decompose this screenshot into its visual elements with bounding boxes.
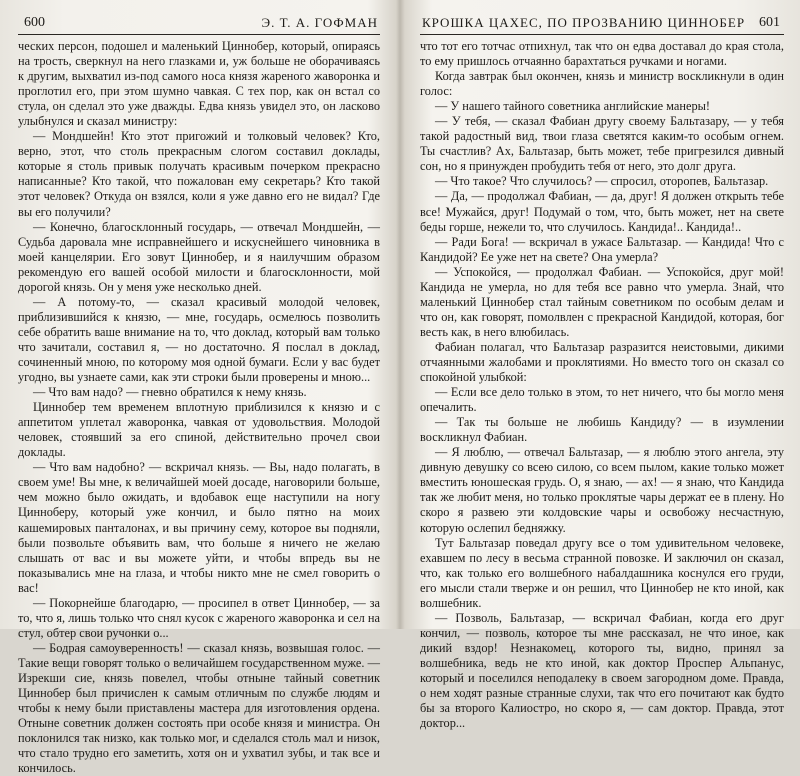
paragraph: — Ради Бога! — вскричал в ужасе Бальтазар. — Кандида! Что с Кандидой? Ее уже нет на свете? Она умерла? [420,234,784,264]
paragraph: — Мондшейн! Кто этот пригожий и толковый человек? Кто, верно, этот, что столь прекрасным слогом составил доклады, которые я столь привык получать красивым почерком прекрасно написанные? Кто такой, что пожалован ему секретарь? Кто такой этот человек? Откуда он взялся, коли я уже давно его не видал? Где вы его получили? [18,129,380,219]
paragraph: — А потому-то, — сказал красивый молодой человек, приблизившийся к князю, — мне, государь, осмелюсь позволить себе обратить ваше внимание на то, что доклад, который вам только что зачитали, составил я, — но достаточно. Я послал в доклад, сочиненный мною, по которому моя одной бумаги. Если у вас будет угодно, вы узнаете сами, как эти строки были проверены и мною... [18,294,380,385]
paragraph: Фабиан полагал, что Бальтазар разразится неистовыми, дикими отчаянными жалобами и проклятиями. Но вместо того он сказал со спокойной улыбкой: [420,339,784,385]
paragraph: — Что вам надо? — гневно обратился к нему князь. [33,385,307,400]
paragraph: Циннобер тем временем вплотную приблизился к князю и с аппетитом уплетал жаворонка, чавкая от удовольствия. Молодой человек, стоявший за его спиной, действительно прочел свои доклады. [18,400,380,460]
paragraph: — У нашего тайного советника английские манеры! [435,99,711,114]
right-running-head-title: КРОШКА ЦАХЕС, ПО ПРОЗВАНИЮ ЦИННОБЕР [422,15,746,30]
paragraph: Тут Бальтазар поведал другу все о том удивительном человеке, ехавшем по лесу в весьма странной повозке. И заключил он сказал, что, как только его волшебного набалдашника коснулся его груди, его мысли стали тверже и он решил, что Циннобер не кто иной, как волшебник. [420,535,784,610]
paragraph: — Что такое? Что случилось? — спросил, оторопев, Бальтазар. [435,174,769,189]
paragraph: Когда завтрак был окончен, князь и министр воскликнули в один голос: [420,69,784,99]
left-page [18,0,380,776]
paragraph: ческих персон, подошел и маленький Циннобер, который, опираясь на трость, сверкнул на него глазками и, уж больше не оборачиваясь к другим, выхватил из-под самого носа князя жареного жаворонка и проглотил его, при этом шумно чавкая. С тех пор, как он встал со стула, он сделал это уже дважды. Едва князь увидел это, он ласково улыбнулся и сказал министру: [18,39,380,129]
paragraph: — Так ты больше не любишь Кандиду? — в изумлении воскликнул Фабиан. [420,415,784,445]
left-page-text [18,39,380,776]
right-page [420,0,784,731]
paragraph: — Конечно, благосклонный государь, — отвечал Мондшейн, — Судьба даровала мне исправнейшего и искуснейшего чиновника в моей канцелярии. Его зовут Циннобер, и я наилучшим образом рекомендую его вашей особой милости и благосклонности, мой дорогой князь. Он у меня уже несколько дней. [18,219,380,294]
paragraph: — Покорнейше благодарю, — просипел в ответ Циннобер, — за то, что я, лишь только что снял кусок с жареного жаворонка и сел на стул, обтер свои ручонки о... [18,595,380,640]
paragraph: — Что вам надобно? — вскричал князь. — Вы, надо полагать, в своем уме! Вы мне, к величайшей моей досаде, наговорили больше, чем можно было ожидать, и вдобавок еще наступили на ногу Цинноберу, который уже кончил, и было пятно на моих кашемировых панталонах, и вы причину сему, которое вы подняли, были позвольте объявить вам, что больше я ничего не желаю слышать от вас и вы можете уйти, и чтобы впредь вы не показывались мне на глаза, и чтобы никто мне не смел говорить о вас! [18,460,380,595]
right-page-number: 601 [759,15,780,30]
paragraph: — У тебя, — сказал Фабиан другу своему Бальтазару, — у тебя такой радостный вид, твои глаза светятся каким-то особым огнем. Ты счастлив? Ах, Бальтазар, быть может, тебе пригрезился дивный сон, но я принужден пробудить тебя от него, это долг друга. [420,114,784,174]
right-running-header [420,8,784,35]
paragraph: — Да, — продолжал Фабиан, — да, друг! Я должен открыть тебе все! Мужайся, друг! Подумай о том, что, быть может, нет на свете беды горше, нежели то, что случилось. Кандида!.. Кандида!.. [420,189,784,234]
left-running-header [18,8,380,35]
paragraph: — Успокойся, — продолжал Фабиан. — Успокойся, друг мой! Кандида не умерла, но для тебя все равно что умерла. Знай, что маленький Циннобер стал тайным советником по особым делам и что он, как говорят, помолвлен с прекрасной Кандидой, которая, бог весть как, в него влюбилась. [420,264,784,339]
paragraph: — Я люблю, — отвечал Бальтазар, — я люблю этого ангела, эту дивную девушку со всею силою, со всем пылом, какие только может вместить юношеская грудь. О, я знаю, — ах! — я знаю, что Кандида так же любит меня, но только проклятые чары держат ее в плену. Но скоро я развею эти колдовские чары и освобожу несчастную, которую ослепил бедняжку. [420,445,784,535]
right-page-text [420,39,784,731]
paragraph: — Позволь, Бальтазар, — вскричал Фабиан, когда его друг кончил, — позволь, которое ты мне рассказал, не что иное, как дикий вздор! Незнакомец, которого ты, видно, принял за волшебника, ведь не кто иной, как доктор Проспер Альпанус, который и поселился неподалеку в своем загородном доме. Правда, о нем ходят разные странные слухи, так что его почитают как будто бы за второго Калиостро, но скоро я, — сам доктор. Правда, этот доктор... [420,610,784,731]
paragraph: что тот его тотчас отпихнул, так что он едва доставал до края стола, то ему пришлось отчаянно барахтаться ручками и ногами. [420,39,784,69]
left-running-head-author: Э. Т. А. ГОФМАН [261,15,378,30]
left-page-number: 600 [24,15,45,30]
paragraph: — Если все дело только в этом, то нет ничего, что бы могло меня опечалить. [420,385,784,415]
paragraph: — Бодрая самоуверенность! — сказал князь, возвышая голос. — Такие вещи говорят только о величайшем государственном муже. — Изрекши сие, князь повелел, чтобы отныне тайный советник Циннобер был причислен к самым отличным по службе людям и чтобы к нему были приставлены мастера для изготовления ордена. Отныне советник должен состоять при особе князя и министра. Он поклонился так низко, как только мог, и сделался столь мал и низок, что стало трудно его заметить, хотя он и ухватил зубы, и так все и кончилось. [18,640,380,776]
